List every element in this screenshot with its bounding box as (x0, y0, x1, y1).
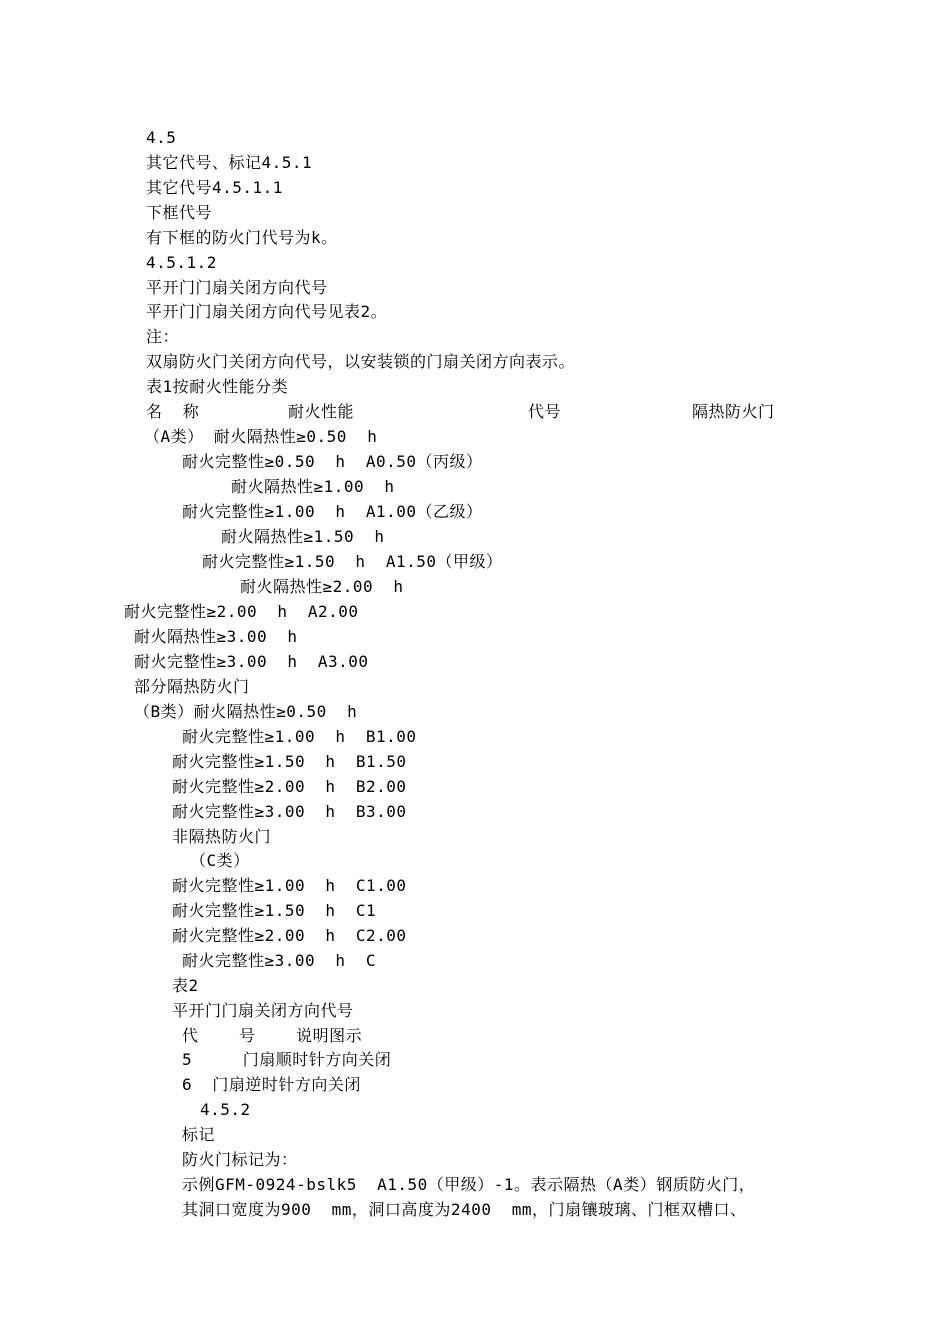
table-1-row: 耐火完整性≥0.50 h A0.50（丙级） (182, 452, 483, 471)
note-text: 双扇防火门关闭方向代号，以安装锁的门扇关闭方向表示。 (146, 352, 576, 371)
table-1-row: 部分隔热防火门 (134, 677, 250, 696)
table-1-row: 耐火完整性≥1.00 h A1.00（乙级） (182, 502, 483, 521)
table-1-row: 耐火隔热性≥2.00 h (240, 577, 404, 596)
table-1-row: 耐火完整性≥3.00 h C (182, 951, 376, 970)
paragraph-example-line-1: 示例GFM-0924-bslk5 A1.50（甲级）-1。表示隔热（A类）钢质防火门， (182, 1175, 756, 1194)
heading-4-5: 4.5 (146, 128, 177, 147)
paragraph-closing-direction: 平开门门扇关闭方向代号见表2。 (146, 302, 388, 321)
table-1-row: 耐火隔热性≥3.00 h (134, 627, 298, 646)
paragraph-marking-intro: 防火门标记为： (182, 1150, 298, 1169)
paragraph-bottom-frame: 有下框的防火门代号为k。 (146, 228, 338, 247)
table-1-header-name: 名 称 (146, 402, 200, 421)
subheading-bottom-frame: 下框代号 (146, 203, 213, 222)
table-2-row: 6 门扇逆时针方向关闭 (182, 1075, 361, 1094)
paragraph-example-line-2: 其洞口宽度为900 mm，洞口高度为2400 mm，门扇镶玻璃、门框双槽口、 (182, 1200, 747, 1219)
table-1-header-performance: 耐火性能 (288, 402, 355, 421)
table-1-row: 耐火隔热性≥1.00 h (231, 477, 395, 496)
table-1-row: 耐火完整性≥3.00 h B3.00 (172, 802, 407, 821)
heading-4-5-1: 其它代号、标记4.5.1 (146, 153, 313, 172)
subheading-closing-direction: 平开门门扇关闭方向代号 (146, 278, 328, 297)
table-1-row: 耐火完整性≥1.00 h C1.00 (172, 876, 407, 895)
table-2-caption: 平开门门扇关闭方向代号 (172, 1001, 354, 1020)
table-1-caption: 表1按耐火性能分类 (146, 377, 289, 396)
table-1-row: 耐火完整性≥1.50 h C1 (172, 901, 377, 920)
table-1-row: 耐火完整性≥2.00 h C2.00 (172, 926, 407, 945)
table-1-row: 耐火完整性≥3.00 h A3.00 (134, 652, 369, 671)
table-1-row: （B类）耐火隔热性≥0.50 h (134, 702, 358, 721)
table-1-header-code: 代号 (528, 402, 562, 421)
table-1-row: 耐火完整性≥2.00 h B2.00 (172, 777, 407, 796)
table-1-row: 耐火完整性≥1.50 h B1.50 (172, 752, 407, 771)
table-2-row: 5 门扇顺时针方向关闭 (182, 1050, 392, 1069)
table-1-row: 耐火完整性≥1.50 h A1.50（甲级） (202, 552, 503, 571)
note-label: 注： (146, 327, 180, 346)
table-2-header: 代 号 说明图示 (182, 1026, 363, 1045)
table-1-row: （C类） (190, 851, 250, 870)
table-1-row: 耐火完整性≥1.00 h B1.00 (182, 727, 417, 746)
subheading-marking: 标记 (182, 1125, 216, 1144)
table-2-label: 表2 (172, 976, 199, 995)
heading-4-5-1-2: 4.5.1.2 (146, 253, 217, 272)
table-1-row: （A类） 耐火隔热性≥0.50 h (144, 427, 378, 446)
table-1-row: 非隔热防火门 (172, 827, 272, 846)
table-1-header-insulated-door: 隔热防火门 (692, 402, 775, 421)
heading-4-5-2: 4.5.2 (200, 1100, 251, 1119)
table-1-row: 耐火完整性≥2.00 h A2.00 (124, 602, 359, 621)
heading-4-5-1-1: 其它代号4.5.1.1 (146, 178, 283, 197)
table-1-row: 耐火隔热性≥1.50 h (221, 527, 385, 546)
